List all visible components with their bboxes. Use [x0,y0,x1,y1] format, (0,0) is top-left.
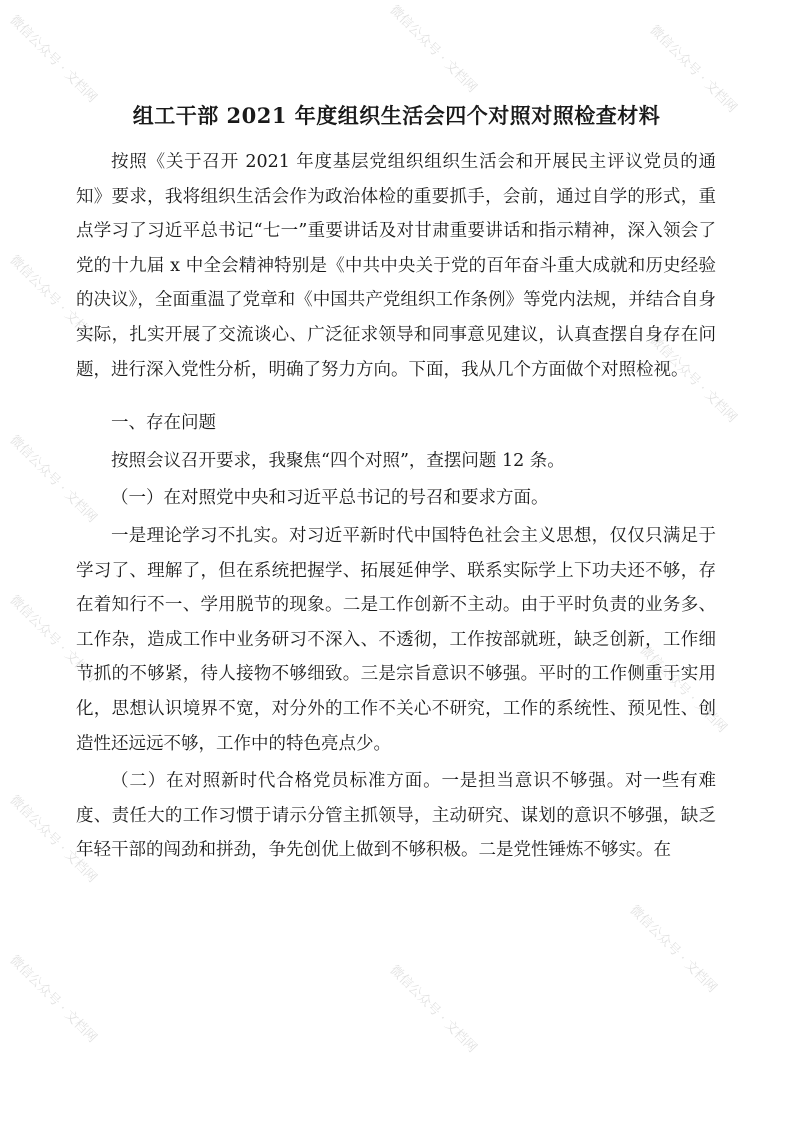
watermark: 微信公众号 · 文档网 [6,432,100,526]
watermark: 微信公众号 · 文档网 [6,592,100,686]
section-heading: 一、存在问题 [111,413,216,434]
watermark: 微信公众号 · 文档网 [6,792,100,886]
watermark: 微信公众号 · 文档网 [6,952,100,1046]
watermark: 微信公众号 · 文档网 [386,2,480,96]
document-title: 组工干部 2021 年度组织生活会四个对照对照检查材料 [132,103,661,128]
paragraph: 按照《关于召开 2021 年度基层党组织组织生活会和开展民主评议党员的通知》要求，我将组织生活会作为政治体检的重要抓手，会前，通过自学的形式，重点学习了习近平总书记“七一”重要讲话及对甘肃重要讲话和指示精神，深入领会了党的十九届 x 中全会精神特别是《中共中央关于党的百年奋斗重大成就和历史经验的决议》，全面重温了党章和《中国共产党组织工作条例》等党内法规，并结合自身实际，扎实开展了交流谈心、广泛征求领导和同事意见建议，认真查摆自身存在问题，进行深入党性分析，明确了努力方向。下面，我从几个方面做个对照检视。 [76,152,716,380]
subsection-heading: （一）在对照党中央和习近平总书记的号召和要求方面。 [111,488,549,509]
paragraph: 按照会议召开要求，我聚焦“四个对照”，查摆问题 12 条。 [111,450,565,471]
paragraph: 一是理论学习不扎实。对习近平新时代中国特色社会主义思想，仅仅只满足于学习了、理解了，但在系统把握学、拓展延伸学、联系实际学上下功夫还不够，存在着知行不一、学用脱节的现象。二是工作创新不主动。由于平时负责的业务多、工作杂，造成工作中业务研习不深入、不透彻，工作按部就班，缺乏创新，工作细节抓的不够紧，待人接物不够细致。三是宗旨意识不够强。平时的工作侧重于实用化，思想认识境界不宽，对分外的工作不关心不研究，工作的系统性、预见性、创造性还远远不够，工作中的特色亮点少。 [76,525,716,754]
watermark: 微信公众号 · 文档网 [386,962,480,1056]
watermark: 微信公众号 · 文档网 [626,902,720,996]
watermark: 微信公众号 · 文档网 [646,22,740,116]
paragraph: （二）在对照新时代合格党员标准方面。一是担当意识不够强。对一些有难度、责任大的工作习惯于请示分管主抓领导，主动研究、谋划的意识不够强，缺乏年轻干部的闯劲和拼劲，争先创优上做到不够积极。二是党性锤炼不够实。在 [76,771,716,861]
watermark: 微信公众号 · 文档网 [6,12,100,106]
document-body [76,145,716,868]
watermark: 微信公众号 · 文档网 [6,252,100,346]
watermark: 微信公众号 · 文档网 [636,642,730,736]
watermark: 微信公众号 · 文档网 [646,332,740,426]
